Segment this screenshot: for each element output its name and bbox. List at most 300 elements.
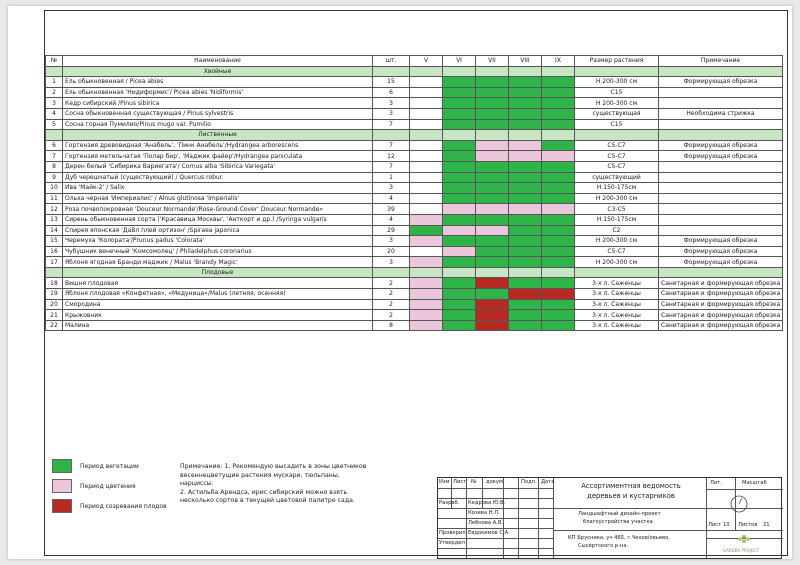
month-cell — [443, 172, 476, 183]
month-cell — [509, 193, 542, 204]
row-number: 7 — [46, 151, 63, 162]
plant-name: Кедр сибирский /Pinus sibirica — [63, 98, 373, 109]
section-empty-cell — [509, 267, 542, 278]
plant-size: Н 200-300 см — [575, 77, 659, 88]
month-cell — [410, 140, 443, 151]
month-cell — [509, 310, 542, 321]
plant-note — [659, 193, 783, 204]
month-cell — [542, 214, 575, 225]
section-empty-cell — [659, 130, 783, 141]
row-number: 11 — [46, 193, 63, 204]
month-cell — [542, 246, 575, 257]
month-cell — [509, 225, 542, 236]
month-cell — [476, 204, 509, 215]
plant-size: 3-х л. Саженцы — [575, 299, 659, 310]
plant-size: существующий — [575, 172, 659, 183]
tb-col-header: Изм — [439, 479, 450, 485]
month-cell — [542, 98, 575, 109]
legend-swatch-vegetation — [52, 459, 72, 473]
month-cell — [542, 289, 575, 300]
month-cell — [476, 278, 509, 289]
month-cell — [542, 151, 575, 162]
sheet-label: Лист — [708, 522, 722, 528]
table-row — [46, 183, 783, 194]
table-row — [46, 278, 783, 289]
month-cell — [476, 225, 509, 236]
address-line: КП Брусника, уч 465, г.Чехов/овьево, — [568, 535, 670, 541]
tb-name: Евдокимов С.А. — [468, 530, 510, 536]
month-cell — [509, 77, 542, 88]
month-cell — [542, 183, 575, 194]
tb-col-header: докум. — [486, 479, 505, 485]
tb-role: Утвердил — [439, 540, 465, 546]
plant-size: Н 200-300 см — [575, 236, 659, 247]
month-cell — [509, 140, 542, 151]
month-cell — [476, 98, 509, 109]
plant-name: Яблоня плодовая «Конфетная», «Медуница»/Malus (летняя, осенняя) — [63, 289, 373, 300]
section-empty-cell — [659, 66, 783, 77]
title-block — [437, 477, 782, 559]
row-number: 2 — [46, 87, 63, 98]
month-cell — [476, 108, 509, 119]
quantity: 4 — [373, 214, 410, 225]
month-cell — [542, 278, 575, 289]
month-cell — [443, 183, 476, 194]
month-cell — [509, 87, 542, 98]
section-empty-cell — [443, 66, 476, 77]
note-line: весеннецветущие растения мускари, тюльпаны, — [180, 471, 340, 479]
row-number: 22 — [46, 320, 63, 331]
month-cell — [542, 193, 575, 204]
section-empty-cell — [46, 66, 63, 77]
plant-name: Сосна обыкновенная существующая / Pinus sylvestris — [63, 108, 373, 119]
month-cell — [509, 257, 542, 268]
month-cell — [443, 278, 476, 289]
col-month-header: VII — [476, 56, 509, 67]
quantity: 1 — [373, 172, 410, 183]
section-empty-cell — [542, 130, 575, 141]
month-cell — [542, 108, 575, 119]
plant-name: Роза почвопокровная 'Douceur Normande'/Rose-Ground-Cover' Douceur Normande» — [63, 204, 373, 215]
quantity: 20 — [373, 246, 410, 257]
plant-name: Ель обыкновенная 'Нидиформис'/ Picea abies 'Nidiformis' — [63, 87, 373, 98]
month-cell — [509, 320, 542, 331]
month-cell — [410, 236, 443, 247]
plant-note: Формирующая обрезка — [659, 151, 783, 162]
project-line: Ландшафтный дизайн-проект — [578, 511, 661, 517]
month-cell — [476, 236, 509, 247]
month-cell — [410, 214, 443, 225]
month-cell — [509, 183, 542, 194]
plant-note — [659, 204, 783, 215]
tb-name: Лебнова А.В. — [468, 520, 504, 526]
month-cell — [410, 204, 443, 215]
month-cell — [476, 151, 509, 162]
month-cell — [410, 278, 443, 289]
address-line: Сысертского р-на. — [578, 543, 629, 549]
quantity: 2 — [373, 289, 410, 300]
month-cell — [476, 87, 509, 98]
table-row — [46, 320, 783, 331]
month-cell — [542, 299, 575, 310]
section-title: Лиственные — [63, 130, 373, 141]
table-header-row — [46, 56, 783, 67]
tb-role: Проверил — [439, 530, 466, 536]
plant-size: С5-С7 — [575, 246, 659, 257]
plant-note: Формирующая обрезка — [659, 257, 783, 268]
table-row — [46, 310, 783, 321]
month-cell — [410, 183, 443, 194]
col-size-header: Размер растения — [575, 56, 659, 67]
quantity: 2 — [373, 278, 410, 289]
month-cell — [542, 172, 575, 183]
plant-note: Санитарная и формирующая обрезка — [659, 278, 783, 289]
month-cell — [542, 257, 575, 268]
sheets-label: Листов — [738, 522, 758, 528]
table-row — [46, 98, 783, 109]
month-cell — [410, 77, 443, 88]
plant-size: Н 150-175см — [575, 214, 659, 225]
quantity: 2 — [373, 299, 410, 310]
row-number: 20 — [46, 299, 63, 310]
table-row — [46, 214, 783, 225]
month-cell — [443, 320, 476, 331]
plant-note — [659, 183, 783, 194]
month-cell — [509, 214, 542, 225]
table-row — [46, 161, 783, 172]
section-empty-cell — [410, 66, 443, 77]
section-empty-cell — [476, 267, 509, 278]
month-cell — [410, 151, 443, 162]
quantity: 8 — [373, 320, 410, 331]
plant-size: С15 — [575, 87, 659, 98]
month-cell — [476, 77, 509, 88]
section-empty-cell — [443, 130, 476, 141]
col-no-header: № — [46, 56, 63, 67]
month-cell — [509, 289, 542, 300]
quantity: 3 — [373, 108, 410, 119]
section-title: Плодовые — [63, 267, 373, 278]
month-cell — [476, 257, 509, 268]
quantity: 3 — [373, 98, 410, 109]
plant-note — [659, 214, 783, 225]
sheets-value: 21 — [763, 522, 770, 528]
legend-swatch-fruiting — [52, 499, 72, 513]
month-cell — [542, 236, 575, 247]
planting-note — [180, 463, 410, 506]
quantity: 12 — [373, 151, 410, 162]
plant-note — [659, 119, 783, 130]
section-empty-cell — [373, 66, 410, 77]
table-row — [46, 225, 783, 236]
table-row — [46, 257, 783, 268]
month-cell — [509, 151, 542, 162]
month-cell — [410, 289, 443, 300]
section-empty-cell — [575, 267, 659, 278]
month-cell — [476, 193, 509, 204]
month-cell — [476, 246, 509, 257]
month-cell — [509, 98, 542, 109]
plant-size: С5-С7 — [575, 140, 659, 151]
row-number: 10 — [46, 183, 63, 194]
plant-note: Санитарная и формирующая обрезка — [659, 299, 783, 310]
plant-note: Необходима стрижка — [659, 108, 783, 119]
month-cell — [509, 278, 542, 289]
plant-size: С5-С7 — [575, 151, 659, 162]
plant-size: Н 200-300 см — [575, 193, 659, 204]
tb-col-header: № — [471, 479, 477, 485]
note-line: несколько сортов в текущей цветовой палитре сада. — [180, 497, 355, 505]
plant-name: Вишня плодовая — [63, 278, 373, 289]
section-empty-cell — [476, 66, 509, 77]
quantity: 39 — [373, 204, 410, 215]
table-row — [46, 87, 783, 98]
month-cell — [476, 119, 509, 130]
plant-name: Смородина — [63, 299, 373, 310]
quantity: 3 — [373, 183, 410, 194]
plant-note — [659, 172, 783, 183]
section-empty-cell — [509, 66, 542, 77]
table-row — [46, 140, 783, 151]
month-cell — [476, 214, 509, 225]
tb-col-header: Лист — [453, 479, 467, 485]
plant-size: Н 150-175см — [575, 183, 659, 194]
quantity: 2 — [373, 310, 410, 321]
section-row — [46, 267, 783, 278]
table-row — [46, 172, 783, 183]
month-cell — [476, 320, 509, 331]
month-cell — [443, 87, 476, 98]
month-cell — [443, 236, 476, 247]
row-number: 5 — [46, 119, 63, 130]
month-cell — [476, 310, 509, 321]
quantity: 3 — [373, 257, 410, 268]
note-line: Примечание: 1. Рекомендую высадить в зоны цветников — [180, 463, 367, 470]
month-cell — [476, 299, 509, 310]
section-empty-cell — [410, 130, 443, 141]
scale-dial-icon — [728, 493, 750, 515]
sheet-value: 10 — [723, 522, 730, 528]
month-cell — [443, 214, 476, 225]
plant-note: Формирующая обрезка — [659, 77, 783, 88]
month-cell — [476, 172, 509, 183]
row-number: 3 — [46, 98, 63, 109]
table-row — [46, 299, 783, 310]
month-cell — [509, 246, 542, 257]
section-title: Хвойные — [63, 66, 373, 77]
plant-note — [659, 225, 783, 236]
month-cell — [443, 225, 476, 236]
row-number: 18 — [46, 278, 63, 289]
table-row — [46, 151, 783, 162]
month-cell — [410, 310, 443, 321]
plant-name: Черемуха 'Колората'/Prunus padus 'Colorata' — [63, 236, 373, 247]
month-cell — [509, 119, 542, 130]
plant-name: Крыжовник — [63, 310, 373, 321]
month-cell — [542, 140, 575, 151]
table-row — [46, 289, 783, 300]
plant-note — [659, 87, 783, 98]
month-cell — [509, 172, 542, 183]
month-cell — [542, 87, 575, 98]
month-cell — [509, 108, 542, 119]
row-number: 16 — [46, 246, 63, 257]
tb-name: Козева Н.Л. — [468, 510, 500, 516]
month-cell — [476, 161, 509, 172]
col-month-header: VIII — [509, 56, 542, 67]
row-number: 6 — [46, 140, 63, 151]
section-empty-cell — [542, 267, 575, 278]
month-cell — [410, 108, 443, 119]
quantity: 6 — [373, 87, 410, 98]
quantity: 15 — [373, 77, 410, 88]
quantity: 29 — [373, 225, 410, 236]
legend-label: Период вегетации — [80, 463, 139, 470]
plant-size: Н 200-300 см — [575, 257, 659, 268]
plant-name: Чубушник венечный 'Комсомолец' / Philadelphus coronarius — [63, 246, 373, 257]
plant-size: 3-х л. Саженцы — [575, 310, 659, 321]
col-month-header: IX — [542, 56, 575, 67]
plant-size: С2 — [575, 225, 659, 236]
month-cell — [443, 108, 476, 119]
plant-name: Гортензия древовидная 'Анабель', 'Пинк Анабель'/Hydrangea arborescens — [63, 140, 373, 151]
project-line: благоустройства участка — [583, 519, 653, 525]
month-cell — [443, 204, 476, 215]
plant-note: Формирующая обрезка — [659, 140, 783, 151]
plant-note: Санитарная и формирующая обрезка — [659, 320, 783, 331]
col-note-header: Примечание — [659, 56, 783, 67]
quantity: 3 — [373, 236, 410, 247]
plant-name: Дуб черешчатый (существующий) / Quercus robur — [63, 172, 373, 183]
section-empty-cell — [542, 66, 575, 77]
month-cell — [542, 161, 575, 172]
plant-size: 3-х л. Саженцы — [575, 320, 659, 331]
plant-name: Дерен белый 'Сибирика Вариегата'/ Cornus alba 'Sibirica Variegata' — [63, 161, 373, 172]
month-cell — [410, 257, 443, 268]
month-cell — [509, 204, 542, 215]
plant-note — [659, 161, 783, 172]
row-number: 9 — [46, 172, 63, 183]
plant-name: Ольха черная 'Империалис' / Alnus glutinosa 'Imperialis' — [63, 193, 373, 204]
section-empty-cell — [373, 267, 410, 278]
logo-text: GARDEN PROJECT — [723, 548, 759, 553]
col-month-header: V — [410, 56, 443, 67]
month-cell — [542, 119, 575, 130]
note-line: 2. Астильба Арендса, ирис сибирский можно взять — [180, 488, 348, 496]
month-cell — [443, 151, 476, 162]
month-cell — [410, 299, 443, 310]
month-cell — [443, 193, 476, 204]
quantity: 7 — [373, 161, 410, 172]
row-number: 14 — [46, 225, 63, 236]
row-number: 19 — [46, 289, 63, 300]
tb-col-header: Дата — [541, 479, 555, 485]
plant-size: Н 200-300 см — [575, 98, 659, 109]
plant-note: Формирующая обрезка — [659, 236, 783, 247]
tb-role: Разраб. — [439, 500, 460, 506]
month-cell — [443, 289, 476, 300]
row-number: 21 — [46, 310, 63, 321]
month-cell — [509, 299, 542, 310]
month-cell — [410, 320, 443, 331]
plant-name: Малина — [63, 320, 373, 331]
month-cell — [410, 119, 443, 130]
section-empty-cell — [575, 66, 659, 77]
col-month-header: VI — [443, 56, 476, 67]
plant-size: С5-С7 — [575, 161, 659, 172]
plant-name: Гортензия метельчатая 'Полар бир', 'Маджик файер'/Hydrangea paniculata — [63, 151, 373, 162]
month-cell — [476, 140, 509, 151]
month-cell — [443, 98, 476, 109]
row-number: 13 — [46, 214, 63, 225]
month-cell — [443, 310, 476, 321]
plant-size: существующая — [575, 108, 659, 119]
month-cell — [410, 193, 443, 204]
row-number: 1 — [46, 77, 63, 88]
tb-name: Кедрова Ю.В. — [468, 500, 506, 506]
section-empty-cell — [373, 130, 410, 141]
section-empty-cell — [46, 267, 63, 278]
month-cell — [410, 161, 443, 172]
month-cell — [410, 172, 443, 183]
month-cell — [443, 140, 476, 151]
plant-name: Сосна горная Пумилио/Pinus mugo var. Pumilio — [63, 119, 373, 130]
table-row — [46, 108, 783, 119]
table-row — [46, 77, 783, 88]
plant-name: Яблоня ягодная Бранди маджик / Malus 'Brandy Magic' — [63, 257, 373, 268]
month-cell — [410, 87, 443, 98]
legend-label: Период созревания плодов — [80, 503, 167, 510]
month-cell — [476, 289, 509, 300]
tb-col-header: Подп. — [521, 479, 537, 485]
table-row — [46, 236, 783, 247]
month-cell — [443, 299, 476, 310]
stage-label: Лит. — [710, 480, 722, 486]
row-number: 12 — [46, 204, 63, 215]
row-number: 8 — [46, 161, 63, 172]
section-empty-cell — [509, 130, 542, 141]
row-number: 15 — [46, 236, 63, 247]
month-cell — [542, 77, 575, 88]
month-cell — [542, 320, 575, 331]
table-row — [46, 246, 783, 257]
plant-schedule-table — [45, 55, 783, 331]
plant-size: С15 — [575, 119, 659, 130]
month-cell — [542, 225, 575, 236]
quantity: 7 — [373, 119, 410, 130]
quantity: 4 — [373, 193, 410, 204]
plant-name: Сирень обыкновенная сорта ('Красавица Москвы', 'Анткорт и др.) /Syringa vulgaris — [63, 214, 373, 225]
month-cell — [443, 257, 476, 268]
table-row — [46, 204, 783, 215]
section-empty-cell — [410, 267, 443, 278]
month-cell — [443, 77, 476, 88]
month-cell — [542, 204, 575, 215]
section-empty-cell — [443, 267, 476, 278]
scale-label: Масштаб — [742, 480, 767, 486]
section-empty-cell — [476, 130, 509, 141]
row-number: 17 — [46, 257, 63, 268]
month-cell — [410, 246, 443, 257]
note-line: нарциссы. — [180, 480, 214, 488]
plant-name: Ель обыкновенная / Picea abies — [63, 77, 373, 88]
month-cell — [509, 161, 542, 172]
month-cell — [509, 236, 542, 247]
plant-name: Спирея японская 'ДаВл плей ортизон' /Spiraea japonica — [63, 225, 373, 236]
plant-note: Санитарная и формирующая обрезка — [659, 289, 783, 300]
month-cell — [443, 161, 476, 172]
section-empty-cell — [575, 130, 659, 141]
